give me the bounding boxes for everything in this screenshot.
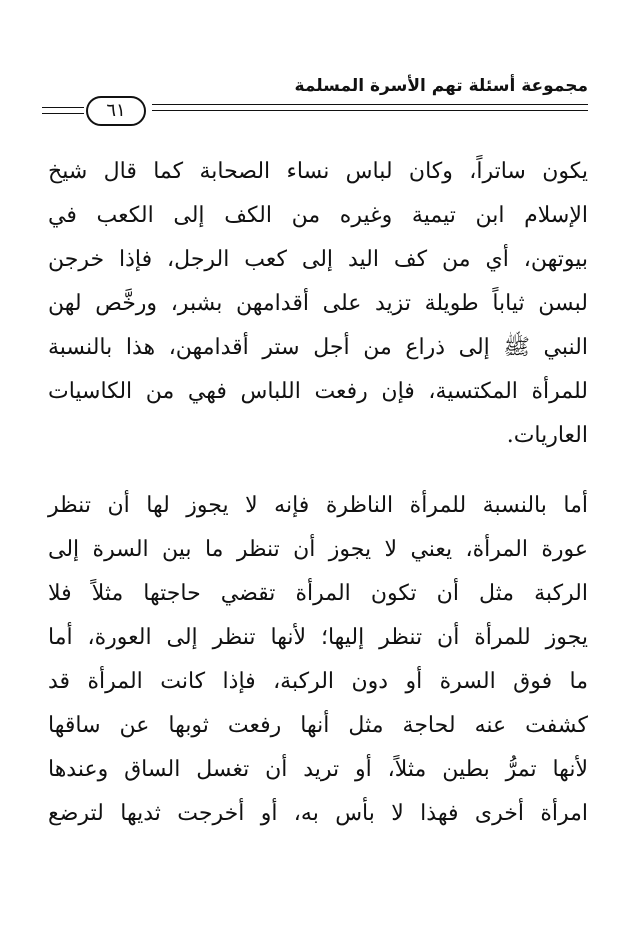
text-line: النبي ﷺ إلى ذراع من أجل ستر أقدامهن، هذا بالنسبة <box>48 335 588 360</box>
text-line: عورة المرأة، يعني لا يجوز أن تنظر ما بين السرة إلى <box>48 537 588 562</box>
text-line: لأنها تمرُّ بطين مثلاً، أو تريد أن تغسل الساق وعندها <box>48 757 588 782</box>
text-line: يكون ساتراً، وكان لباس نساء الصحابة كما قال شيخ <box>48 159 588 184</box>
paragraph-1 <box>48 150 588 458</box>
page-number-badge: ٦١ <box>86 96 146 126</box>
text-line: للمرأة المكتسية، فإن رفعت اللباس فهي من الكاسيات <box>48 379 588 404</box>
paragraph-2 <box>48 484 588 836</box>
paragraph-gap <box>48 458 588 484</box>
text-line: الركبة مثل أن تكون المرأة تقضي حاجتها مثلاً فلا <box>48 581 588 606</box>
text-line: يجوز للمرأة أن تنظر إليها؛ لأنها تنظر إلى العورة، أما <box>48 625 588 650</box>
text-line: لبسن ثياباً طويلة تزيد على أقدامهن بشبر، ورخَّص لهن <box>48 291 588 316</box>
header-rule-left-bottom <box>42 113 84 114</box>
text-line: ما فوق السرة أو دون الركبة، فإذا كانت المرأة قد <box>48 669 588 694</box>
text-line: الإسلام ابن تيمية وغيره من الكف إلى الكعب في <box>48 203 588 228</box>
text-line: كشفت عنه لحاجة مثل أنها رفعت ثوبها عن ساقها <box>48 713 588 738</box>
text-line: أما بالنسبة للمرأة الناظرة فإنه لا يجوز لها أن تنظر <box>48 493 588 518</box>
text-line: العاريات. <box>506 423 588 448</box>
running-header-title: مجموعة أسئلة تهم الأسرة المسلمة <box>294 76 588 96</box>
text-line: امرأة أخرى فهذا لا بأس به، أو أخرجت ثديها لترضع <box>48 801 588 826</box>
text-line: بيوتهن، أي من كف اليد إلى كعب الرجل، فإذا خرجن <box>48 247 588 272</box>
header-rule-left-top <box>42 107 84 108</box>
header-rule-right-top <box>152 104 588 105</box>
body-text <box>48 150 588 836</box>
header-rule-right-bottom <box>152 110 588 111</box>
